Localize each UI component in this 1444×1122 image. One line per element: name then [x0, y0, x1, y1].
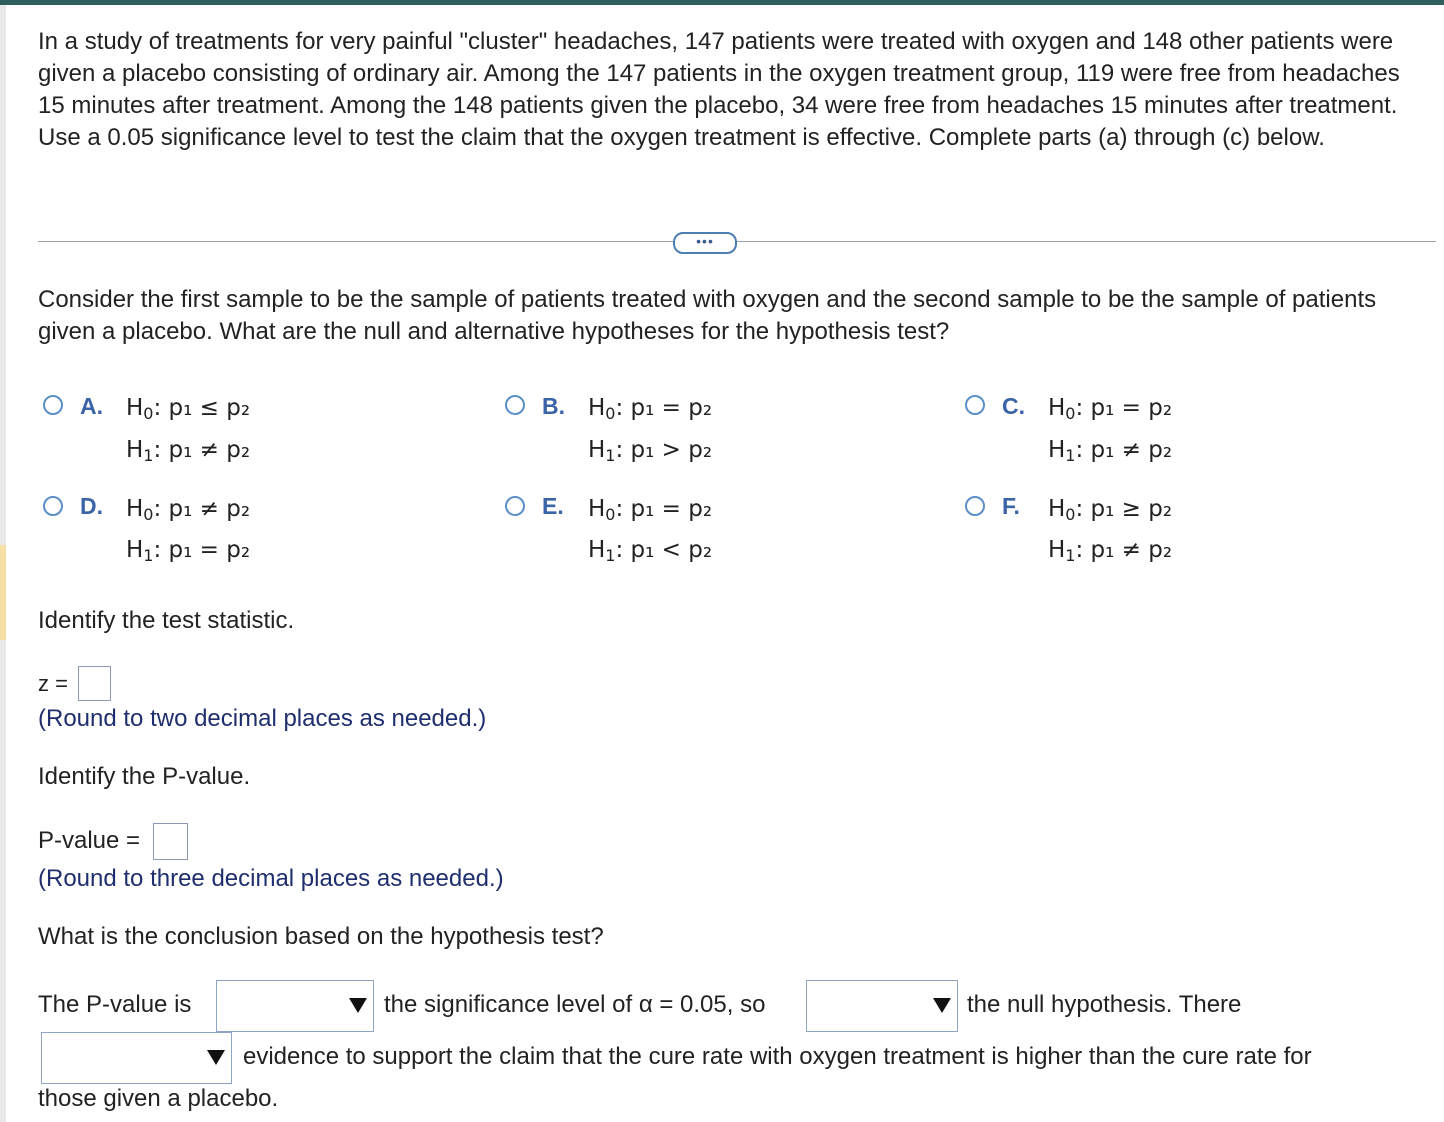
pvalue-label: P-value = — [38, 827, 141, 854]
problem-intro: In a study of treatments for very painful "cluster" headaches, 147 patients were treated with oxygen and 148 other patients were given a placebo consisting of ordinary air. Among the 147 patients in the oxygen treatment group, 119 were free from headaches 15 minutes after treatment. Among the 148 patients given the placebo, 34 were free from headaches 15 minutes after treatment. Use a 0.05 significance level to test the claim that the oxygen treatment is effective. Complete parts (a) through (c) below. — [38, 28, 1400, 151]
option-c-radio[interactable] — [965, 395, 985, 415]
section-divider — [38, 241, 1436, 242]
option-f-h0: $H_0$: p₁ ≥ p₂ — [1048, 496, 1173, 524]
option-f-letter: F. — [1002, 493, 1020, 519]
option-f-radio[interactable] — [965, 496, 985, 516]
dropdown-arrow-icon[interactable] — [931, 993, 953, 1017]
option-b-letter: B. — [542, 393, 565, 419]
conclusion-text-2: the significance level of α = 0.05, so — [384, 991, 766, 1018]
z-input[interactable] — [78, 666, 111, 701]
pvalue-prompt: Identify the P-value. — [38, 763, 251, 790]
option-d-radio[interactable] — [43, 496, 63, 516]
pvalue-input[interactable] — [153, 823, 188, 860]
z-hint: (Round to two decimal places as needed.) — [38, 705, 487, 732]
option-c-h1: $H_1$: p₁ ≠ p₂ — [1048, 437, 1173, 465]
comparison-dropdown[interactable] — [216, 980, 374, 1032]
option-d-letter: D. — [80, 493, 103, 519]
option-e-h1: $H_1$: p₁ < p₂ — [588, 537, 713, 565]
dropdown-arrow-icon[interactable] — [205, 1045, 227, 1069]
option-d-h1: $H_1$: p₁ = p₂ — [126, 537, 251, 565]
conclusion-text-1: The P-value is — [38, 991, 192, 1018]
top-accent-bar — [0, 0, 1444, 5]
z-label: z = — [38, 671, 68, 696]
option-e-h0: $H_0$: p₁ = p₂ — [588, 496, 713, 524]
option-b-h1: $H_1$: p₁ > p₂ — [588, 437, 713, 465]
option-a-radio[interactable] — [43, 395, 63, 415]
option-c-letter: C. — [1002, 393, 1025, 419]
option-f-h1: $H_1$: p₁ ≠ p₂ — [1048, 537, 1173, 565]
pvalue-hint: (Round to three decimal places as needed.) — [38, 865, 504, 892]
option-a-h0: $H_0$: p₁ ≤ p₂ — [126, 395, 251, 423]
decision-dropdown[interactable] — [806, 980, 958, 1032]
conclusion-text-5: those given a placebo. — [38, 1085, 279, 1112]
dropdown-arrow-icon[interactable] — [347, 993, 369, 1017]
evidence-dropdown[interactable] — [41, 1032, 232, 1084]
conclusion-text-4: evidence to support the claim that the cure rate with oxygen treatment is higher than the cure rate for — [243, 1043, 1312, 1070]
show-more-button[interactable]: ••• — [673, 232, 737, 254]
option-b-radio[interactable] — [505, 395, 525, 415]
left-progress-marker — [0, 545, 6, 640]
option-a-letter: A. — [80, 393, 103, 419]
test-stat-prompt: Identify the test statistic. — [38, 607, 295, 634]
option-e-radio[interactable] — [505, 496, 525, 516]
option-b-h0: $H_0$: p₁ = p₂ — [588, 395, 713, 423]
conclusion-text-3: the null hypothesis. There — [967, 991, 1242, 1018]
hypotheses-question: Consider the first sample to be the sample of patients treated with oxygen and the second sample to be the sample of patients given a placebo. What are the null and alternative hypotheses for the hypothesis test? — [38, 286, 1377, 345]
option-a-h1: $H_1$: p₁ ≠ p₂ — [126, 437, 251, 465]
option-c-h0: $H_0$: p₁ = p₂ — [1048, 395, 1173, 423]
conclusion-prompt: What is the conclusion based on the hypothesis test? — [38, 923, 604, 950]
option-d-h0: $H_0$: p₁ ≠ p₂ — [126, 496, 251, 524]
option-e-letter: E. — [542, 493, 564, 519]
